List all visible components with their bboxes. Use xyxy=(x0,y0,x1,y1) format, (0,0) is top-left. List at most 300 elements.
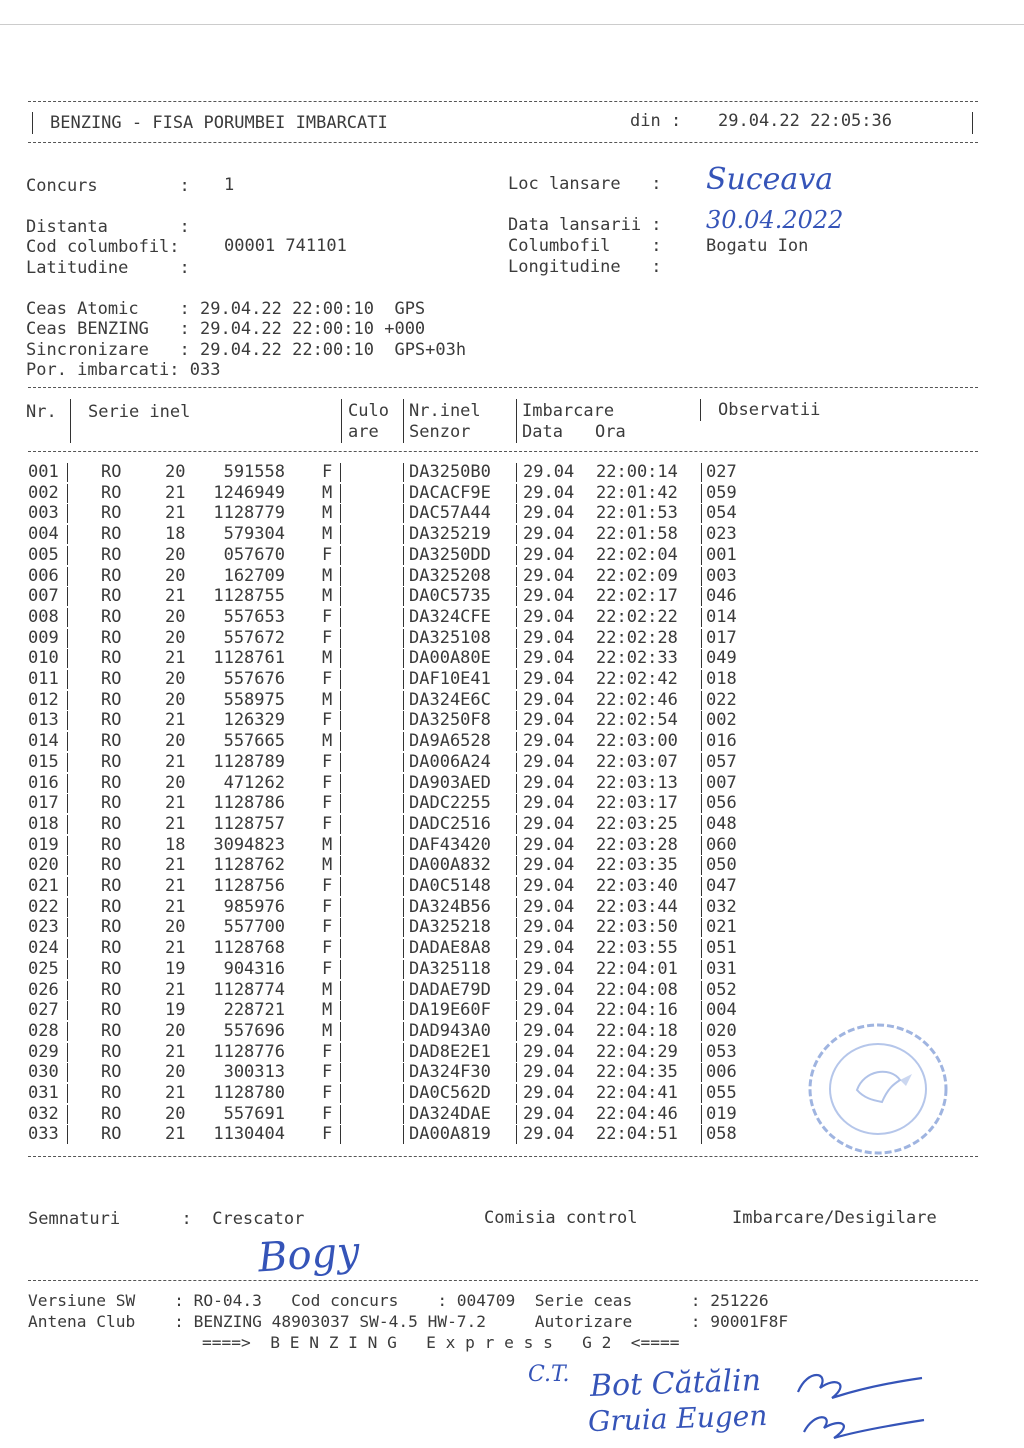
cell-tara: RO xyxy=(101,462,122,482)
cell-inel: 904316 xyxy=(223,958,285,979)
row-separator xyxy=(67,691,68,710)
table-row xyxy=(0,669,1024,690)
cell-an: 20 xyxy=(165,1103,186,1124)
row-separator xyxy=(516,504,517,523)
cell-data: 29.04 xyxy=(523,1062,575,1083)
row-separator xyxy=(701,732,702,751)
cell-sex: F xyxy=(322,793,333,814)
cell-tara: RO xyxy=(101,586,122,607)
comisia-control-label: Comisia control xyxy=(484,1208,638,1228)
cell-an: 18 xyxy=(165,524,186,545)
footer-line-1: Versiune SW : RO-04.3 Cod concurs : 004709 Serie ceas : 251226 xyxy=(28,1291,769,1310)
row-separator xyxy=(701,774,702,793)
cell-obs: 055 xyxy=(706,1083,737,1103)
row-separator xyxy=(67,774,68,793)
row-separator xyxy=(701,670,702,689)
cell-obs: 022 xyxy=(706,689,737,710)
row-separator xyxy=(403,960,404,979)
cell-obs: 023 xyxy=(706,524,737,545)
cell-inel: 1128786 xyxy=(213,793,285,814)
row-separator xyxy=(67,960,68,979)
row-separator xyxy=(340,1125,341,1144)
row-separator xyxy=(701,1043,702,1062)
cell-tara: RO xyxy=(101,855,122,876)
cell-inel: 1128757 xyxy=(213,813,285,834)
handwritten-name-2: Gruia Eugen xyxy=(587,1398,768,1439)
row-separator xyxy=(403,629,404,648)
cell-inel: 591558 xyxy=(223,462,285,482)
cell-an: 19 xyxy=(165,1000,186,1021)
cell-sex: F xyxy=(322,751,333,772)
cell-obs: 057 xyxy=(706,751,737,772)
cell-data: 29.04 xyxy=(523,565,575,586)
cell-nr: 025 xyxy=(28,958,59,979)
cell-obs: 027 xyxy=(706,462,737,482)
table-row xyxy=(0,628,1024,649)
row-separator xyxy=(701,1125,702,1144)
cell-sex: M xyxy=(322,731,333,752)
cell-tara: RO xyxy=(101,1041,122,1062)
cell-an: 21 xyxy=(165,751,186,772)
row-separator xyxy=(701,1063,702,1082)
cell-nr: 010 xyxy=(28,648,59,669)
handwritten-name-1: Bot Cătălin xyxy=(589,1363,762,1404)
row-separator xyxy=(340,732,341,751)
cell-cip: DAF43420 xyxy=(409,834,491,855)
row-separator xyxy=(516,463,517,482)
cell-cip: DA00A80E xyxy=(409,648,491,669)
row-separator xyxy=(340,960,341,979)
cell-an: 20 xyxy=(165,627,186,648)
cell-nr: 018 xyxy=(28,813,59,834)
row-separator xyxy=(67,670,68,689)
cell-sex: F xyxy=(322,710,333,731)
row-separator xyxy=(67,546,68,565)
cell-ora: 22:02:22 xyxy=(596,606,678,627)
cell-tara: RO xyxy=(101,1103,122,1124)
cell-ora: 22:02:54 xyxy=(596,710,678,731)
row-separator xyxy=(340,856,341,875)
sincronizare-line: Sincronizare : 29.04.22 22:00:10 GPS+03h xyxy=(26,340,467,360)
row-separator xyxy=(403,711,404,730)
cell-nr: 007 xyxy=(28,586,59,607)
cell-ora: 22:01:58 xyxy=(596,524,678,545)
row-separator xyxy=(340,546,341,565)
row-separator xyxy=(701,981,702,1000)
row-separator xyxy=(516,525,517,544)
row-separator xyxy=(701,877,702,896)
cell-sex: F xyxy=(322,813,333,834)
cell-data: 29.04 xyxy=(523,876,575,896)
cell-nr: 032 xyxy=(28,1103,59,1124)
cell-nr: 011 xyxy=(28,669,59,689)
cell-cip: DA325219 xyxy=(409,524,491,545)
cell-an: 20 xyxy=(165,544,186,565)
cell-tara: RO xyxy=(101,648,122,669)
cell-data: 29.04 xyxy=(523,834,575,855)
row-separator xyxy=(403,525,404,544)
row-separator xyxy=(67,815,68,834)
cell-nr: 029 xyxy=(28,1041,59,1062)
distanta-label: Distanta : xyxy=(26,217,190,237)
cell-sex: M xyxy=(322,565,333,586)
row-separator xyxy=(403,774,404,793)
row-separator xyxy=(403,898,404,917)
cell-obs: 051 xyxy=(706,938,737,959)
hdr-sep-2 xyxy=(341,399,342,443)
cell-sex: M xyxy=(322,586,333,607)
cell-inel: 1128774 xyxy=(213,979,285,1000)
cell-nr: 015 xyxy=(28,751,59,772)
row-separator xyxy=(516,484,517,503)
cell-cip: DA324E6C xyxy=(409,689,491,710)
cell-an: 21 xyxy=(165,1041,186,1062)
cell-sex: F xyxy=(322,1041,333,1062)
cell-tara: RO xyxy=(101,606,122,627)
cell-cip: DA9A6528 xyxy=(409,731,491,752)
cell-tara: RO xyxy=(101,1083,122,1103)
row-separator xyxy=(67,1001,68,1020)
cell-tara: RO xyxy=(101,793,122,814)
cell-cip: DA0C562D xyxy=(409,1083,491,1103)
row-separator xyxy=(67,918,68,937)
row-separator xyxy=(516,1105,517,1124)
row-separator xyxy=(403,546,404,565)
cell-obs: 048 xyxy=(706,813,737,834)
cell-ora: 22:03:40 xyxy=(596,876,678,896)
cell-nr: 033 xyxy=(28,1124,59,1145)
cell-ora: 22:03:13 xyxy=(596,772,678,793)
header-bar-left xyxy=(32,112,33,134)
cell-an: 21 xyxy=(165,1083,186,1103)
row-separator xyxy=(340,1043,341,1062)
row-separator xyxy=(701,794,702,813)
cell-ora: 22:00:14 xyxy=(596,462,678,482)
cell-ora: 22:01:53 xyxy=(596,503,678,524)
row-separator xyxy=(67,732,68,751)
cell-obs: 058 xyxy=(706,1124,737,1145)
cell-obs: 001 xyxy=(706,544,737,565)
cell-an: 20 xyxy=(165,689,186,710)
cell-sex: M xyxy=(322,503,333,524)
table-dash-top xyxy=(28,387,978,388)
cell-data: 29.04 xyxy=(523,855,575,876)
cell-tara: RO xyxy=(101,731,122,752)
loc-lansare-label: Loc lansare : xyxy=(508,174,662,194)
row-separator xyxy=(516,1022,517,1041)
row-separator xyxy=(516,670,517,689)
cell-sex: F xyxy=(322,1083,333,1103)
cell-sex: M xyxy=(322,1000,333,1021)
cell-data: 29.04 xyxy=(523,751,575,772)
cell-tara: RO xyxy=(101,834,122,855)
table-row xyxy=(0,959,1024,980)
cell-an: 21 xyxy=(165,482,186,503)
footer-line-3: ====> B E N Z I N G E x p r e s s G 2 <==== xyxy=(202,1333,680,1352)
cell-sex: F xyxy=(322,544,333,565)
cell-sex: F xyxy=(322,958,333,979)
cell-cip: DACACF9E xyxy=(409,482,491,503)
cell-ora: 22:02:28 xyxy=(596,627,678,648)
row-separator xyxy=(403,1043,404,1062)
row-separator xyxy=(701,856,702,875)
columbofil-label: Columbofil : xyxy=(508,236,662,256)
row-separator xyxy=(403,567,404,586)
cell-obs: 020 xyxy=(706,1020,737,1041)
countersignatures xyxy=(790,1362,930,1448)
row-separator xyxy=(67,898,68,917)
row-separator xyxy=(403,504,404,523)
cell-an: 21 xyxy=(165,876,186,896)
row-separator xyxy=(403,463,404,482)
cell-cip: DA903AED xyxy=(409,772,491,793)
row-separator xyxy=(516,649,517,668)
cell-ora: 22:04:35 xyxy=(596,1062,678,1083)
semnaturi-label: Semnaturi : Crescator xyxy=(28,1209,305,1229)
ct-note: C.T. xyxy=(528,1362,570,1387)
cell-inel: 985976 xyxy=(223,896,285,917)
cell-inel: 1128780 xyxy=(213,1083,285,1103)
cell-sex: F xyxy=(322,1062,333,1083)
row-separator xyxy=(67,484,68,503)
row-separator xyxy=(701,918,702,937)
cell-nr: 001 xyxy=(28,462,59,482)
cell-data: 29.04 xyxy=(523,1020,575,1041)
col-culoare-header-2: are xyxy=(348,422,379,442)
cell-obs: 054 xyxy=(706,503,737,524)
row-separator xyxy=(340,939,341,958)
cell-nr: 016 xyxy=(28,772,59,793)
cell-sex: M xyxy=(322,524,333,545)
cell-data: 29.04 xyxy=(523,1083,575,1103)
row-separator xyxy=(67,1105,68,1124)
row-separator xyxy=(340,898,341,917)
cell-cip: DA325118 xyxy=(409,958,491,979)
row-separator xyxy=(403,484,404,503)
hdr-sep-3 xyxy=(403,399,404,443)
row-separator xyxy=(516,794,517,813)
cell-data: 29.04 xyxy=(523,648,575,669)
row-separator xyxy=(403,732,404,751)
row-separator xyxy=(701,960,702,979)
cell-obs: 031 xyxy=(706,958,737,979)
cell-tara: RO xyxy=(101,876,122,896)
cell-ora: 22:04:18 xyxy=(596,1020,678,1041)
row-separator xyxy=(67,1022,68,1041)
row-separator xyxy=(403,1001,404,1020)
cell-cip: DA3250DD xyxy=(409,544,491,565)
cell-an: 20 xyxy=(165,1062,186,1083)
row-separator xyxy=(701,567,702,586)
cell-ora: 22:02:42 xyxy=(596,669,678,689)
row-separator xyxy=(516,608,517,627)
row-separator xyxy=(701,753,702,772)
cell-tara: RO xyxy=(101,1124,122,1145)
porumbei-imbarcati-line: Por. imbarcati: 033 xyxy=(26,360,221,380)
cell-sex: M xyxy=(322,482,333,503)
din-label: din : xyxy=(630,111,682,131)
cell-obs: 059 xyxy=(706,482,737,503)
cell-obs: 047 xyxy=(706,876,737,896)
cell-tara: RO xyxy=(101,627,122,648)
cell-tara: RO xyxy=(101,482,122,503)
cell-sex: F xyxy=(322,606,333,627)
header-bar-right xyxy=(972,112,973,134)
row-separator xyxy=(516,1125,517,1144)
row-separator xyxy=(516,1084,517,1103)
row-separator xyxy=(340,836,341,855)
hdr-sep-5 xyxy=(700,399,701,421)
row-separator xyxy=(516,711,517,730)
cell-cip: DADC2255 xyxy=(409,793,491,814)
row-separator xyxy=(340,815,341,834)
cell-ora: 22:02:33 xyxy=(596,648,678,669)
row-separator xyxy=(340,629,341,648)
cell-tara: RO xyxy=(101,1062,122,1083)
hdr-sep-4 xyxy=(516,399,517,443)
cell-ora: 22:02:17 xyxy=(596,586,678,607)
row-separator xyxy=(516,732,517,751)
row-separator xyxy=(67,463,68,482)
cell-data: 29.04 xyxy=(523,813,575,834)
cell-inel: 1128779 xyxy=(213,503,285,524)
row-separator xyxy=(340,753,341,772)
row-separator xyxy=(516,836,517,855)
cell-data: 29.04 xyxy=(523,462,575,482)
cod-columbofil-value: 00001 741101 xyxy=(224,236,347,256)
row-separator xyxy=(701,504,702,523)
row-separator xyxy=(340,504,341,523)
table-row xyxy=(0,524,1024,545)
row-separator xyxy=(516,939,517,958)
cell-obs: 046 xyxy=(706,586,737,607)
cell-sex: F xyxy=(322,627,333,648)
cell-inel: 471262 xyxy=(223,772,285,793)
cell-ora: 22:03:28 xyxy=(596,834,678,855)
row-separator xyxy=(67,1063,68,1082)
row-separator xyxy=(340,567,341,586)
concurs-label: Concurs : xyxy=(26,176,190,196)
col-nrinel-header: Nr.inel xyxy=(409,401,481,421)
cell-sex: M xyxy=(322,689,333,710)
row-separator xyxy=(516,981,517,1000)
cell-nr: 005 xyxy=(28,544,59,565)
cell-data: 29.04 xyxy=(523,772,575,793)
cell-tara: RO xyxy=(101,544,122,565)
cell-inel: 1128762 xyxy=(213,855,285,876)
row-separator xyxy=(340,774,341,793)
table-row xyxy=(0,483,1024,504)
footer-dash xyxy=(28,1280,978,1281)
cell-nr: 009 xyxy=(28,627,59,648)
cell-inel: 579304 xyxy=(223,524,285,545)
row-separator xyxy=(403,856,404,875)
cell-inel: 057670 xyxy=(223,544,285,565)
cell-cip: DA3250B0 xyxy=(409,462,491,482)
document-title: BENZING - FISA PORUMBEI IMBARCATI xyxy=(50,113,388,133)
row-separator xyxy=(340,525,341,544)
row-separator xyxy=(67,753,68,772)
cell-cip: DADAE79D xyxy=(409,979,491,1000)
cell-an: 21 xyxy=(165,896,186,917)
footer-line-2: Antena Club : BENZING 48903037 SW-4.5 HW-7.2 Autorizare : 90001F8F xyxy=(28,1312,789,1331)
cell-data: 29.04 xyxy=(523,1000,575,1021)
row-separator xyxy=(340,1084,341,1103)
cell-sex: F xyxy=(322,896,333,917)
row-separator xyxy=(701,898,702,917)
row-separator xyxy=(340,649,341,668)
cell-obs: 049 xyxy=(706,648,737,669)
row-separator xyxy=(516,960,517,979)
cell-nr: 019 xyxy=(28,834,59,855)
row-separator xyxy=(67,836,68,855)
cell-an: 21 xyxy=(165,938,186,959)
cell-nr: 026 xyxy=(28,979,59,1000)
cell-an: 21 xyxy=(165,648,186,669)
row-separator xyxy=(701,1105,702,1124)
cell-data: 29.04 xyxy=(523,1103,575,1124)
cell-sex: M xyxy=(322,648,333,669)
row-separator xyxy=(403,1063,404,1082)
cell-data: 29.04 xyxy=(523,669,575,689)
header-dash-bottom xyxy=(28,142,978,143)
cell-inel: 228721 xyxy=(223,1000,285,1021)
row-separator xyxy=(516,546,517,565)
cell-sex: M xyxy=(322,979,333,1000)
cell-cip: DA324B56 xyxy=(409,896,491,917)
cell-ora: 22:01:42 xyxy=(596,482,678,503)
row-separator xyxy=(403,794,404,813)
longitudine-label: Longitudine : xyxy=(508,257,662,277)
cell-tara: RO xyxy=(101,1000,122,1021)
row-separator xyxy=(701,1001,702,1020)
top-scan-edge xyxy=(0,24,1024,25)
cell-data: 29.04 xyxy=(523,524,575,545)
row-separator xyxy=(403,587,404,606)
cell-ora: 22:03:00 xyxy=(596,731,678,752)
cell-obs: 060 xyxy=(706,834,737,855)
cell-obs: 032 xyxy=(706,896,737,917)
row-separator xyxy=(403,670,404,689)
cell-tara: RO xyxy=(101,917,122,938)
cell-an: 20 xyxy=(165,565,186,586)
cell-an: 20 xyxy=(165,669,186,689)
row-separator xyxy=(403,815,404,834)
cell-inel: 557676 xyxy=(223,669,285,689)
cell-inel: 558975 xyxy=(223,689,285,710)
cell-tara: RO xyxy=(101,669,122,689)
row-separator xyxy=(403,649,404,668)
table-row xyxy=(0,566,1024,587)
cell-cip: DADAE8A8 xyxy=(409,938,491,959)
cell-obs: 007 xyxy=(706,772,737,793)
table-row xyxy=(0,710,1024,731)
cell-cip: DA0C5735 xyxy=(409,586,491,607)
col-imbarcare-header: Imbarcare xyxy=(522,401,615,421)
cell-inel: 557672 xyxy=(223,627,285,648)
cell-cip: DA006A24 xyxy=(409,751,491,772)
cell-inel: 1128789 xyxy=(213,751,285,772)
cell-an: 20 xyxy=(165,772,186,793)
row-separator xyxy=(516,1043,517,1062)
cell-nr: 008 xyxy=(28,606,59,627)
table-row xyxy=(0,503,1024,524)
cell-obs: 021 xyxy=(706,917,737,938)
cell-nr: 020 xyxy=(28,855,59,876)
cell-obs: 050 xyxy=(706,855,737,876)
cell-data: 29.04 xyxy=(523,503,575,524)
cell-inel: 1246949 xyxy=(213,482,285,503)
